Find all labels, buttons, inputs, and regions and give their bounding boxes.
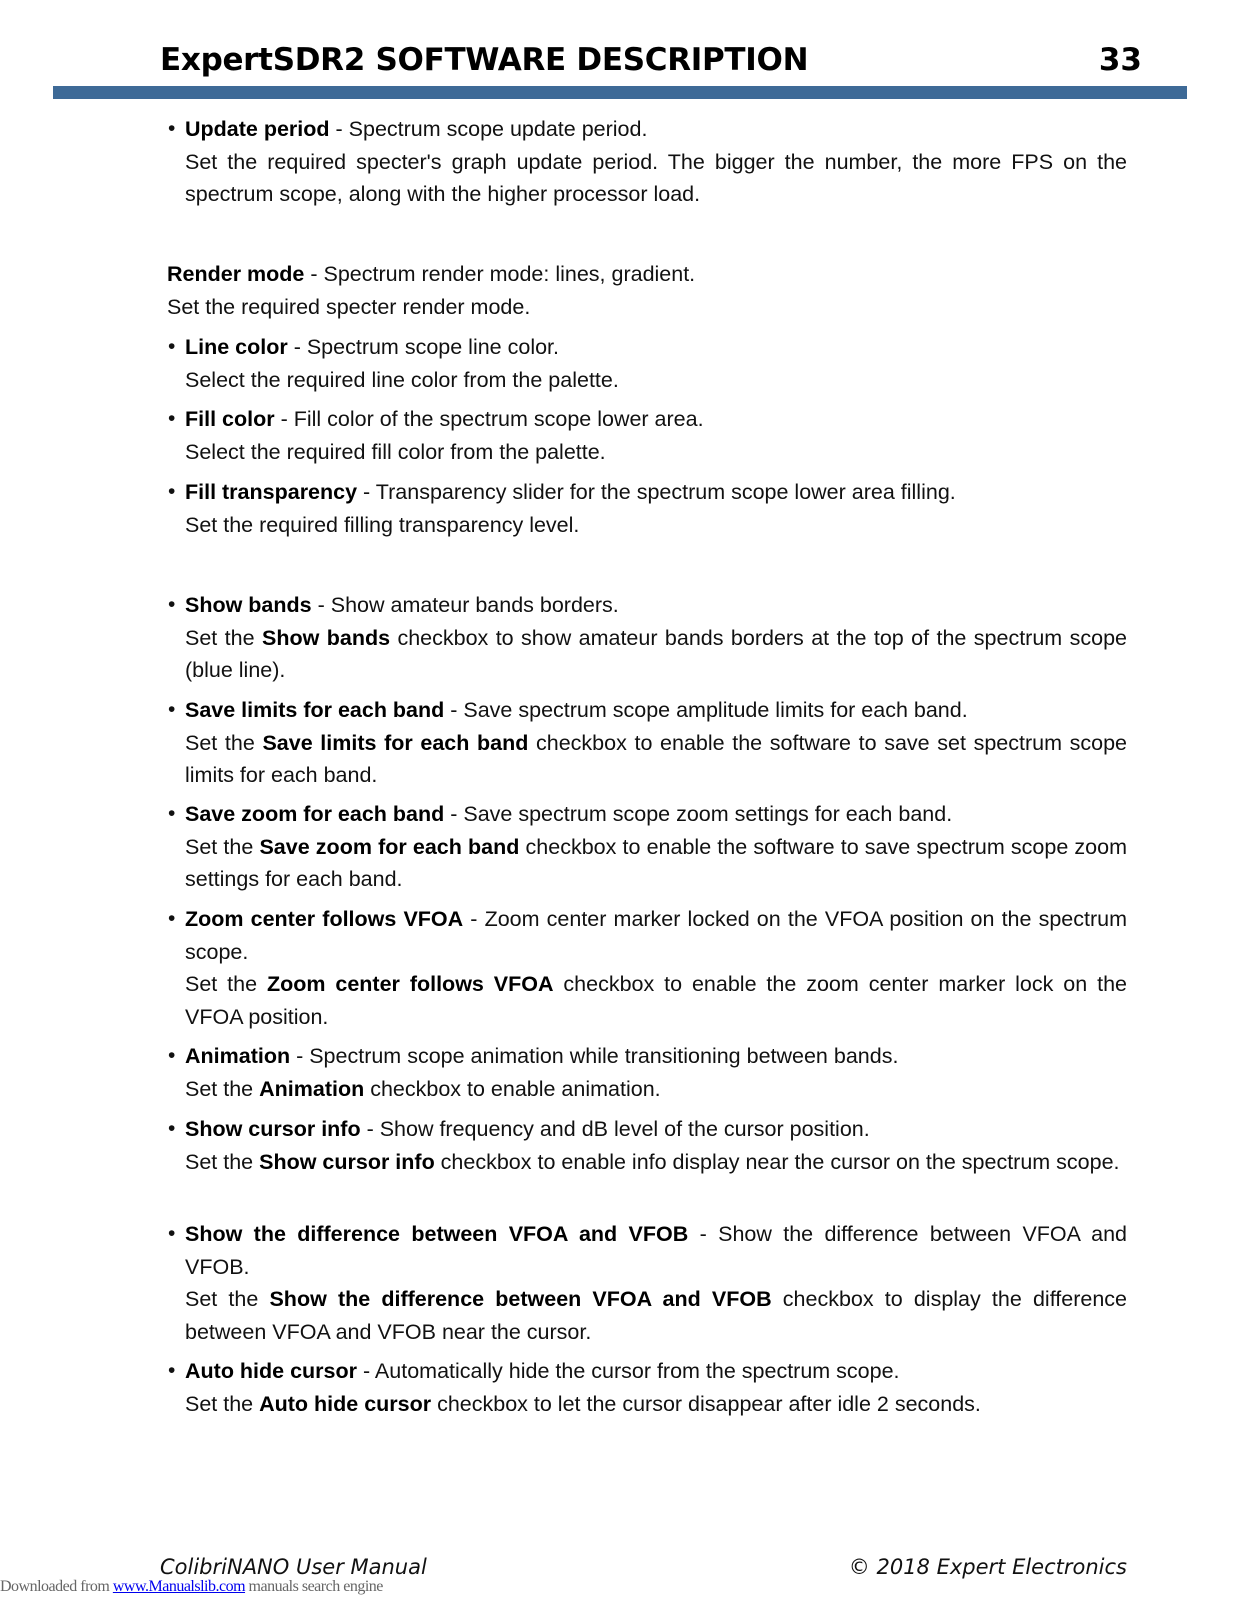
item-desc: - Show the difference between VFOA and VFOB. — [185, 1222, 1127, 1279]
item-detail-term: Save zoom for each band — [259, 834, 520, 859]
item-desc: - Spectrum scope line color. — [287, 335, 559, 359]
item-detail-pre: Set the — [185, 972, 267, 996]
item-detail-pre: Set the — [185, 1076, 260, 1101]
item-detail-term: Show bands — [261, 625, 391, 650]
item-term: Zoom center follows VFOA — [185, 907, 464, 931]
list-item — [168, 476, 1127, 541]
bullet-icon: • — [168, 480, 176, 503]
list-item — [168, 694, 1128, 792]
download-suffix: manuals search engine — [245, 1578, 383, 1595]
item-term: Show the difference between VFOA and VFOB — [185, 1222, 689, 1246]
item-detail-pre: Set the — [185, 730, 263, 755]
list-item — [168, 589, 1127, 687]
item-term: Auto hide cursor — [185, 1359, 358, 1383]
item-detail-pre: Set the — [185, 625, 262, 650]
item-detail: Set the required specter's graph update period. The bigger the number, the more FPS on the spectrum scope, along with the higher processor load. — [185, 149, 1127, 206]
list-item — [168, 1040, 1127, 1105]
item-desc: - Show amateur bands borders. — [311, 593, 619, 617]
item-desc: - Automatically hide the cursor from the spectrum scope. — [357, 1359, 900, 1383]
item-detail-post: checkbox to display the difference between VFOA and VFOB near the cursor. — [185, 1287, 1127, 1344]
item-detail-term: Zoom center follows VFOA — [266, 972, 554, 996]
list-item — [168, 1218, 1127, 1348]
download-notice — [0, 1578, 383, 1596]
page-number: 33 — [1098, 42, 1142, 78]
manualslib-link[interactable]: www.Manualslib.com — [112, 1578, 246, 1595]
item-detail-pre: Set the — [185, 834, 260, 859]
list-item — [168, 903, 1127, 1033]
item-detail-post: checkbox to enable info display near the cursor on the spectrum scope. — [434, 1149, 1120, 1174]
item-detail: Select the required line color from the palette. — [185, 367, 619, 392]
bullet-icon: • — [168, 1222, 176, 1245]
item-desc: - Save spectrum scope zoom settings for each band. — [444, 802, 953, 826]
item-detail-pre: Set the — [185, 1391, 260, 1416]
item-term: Update period — [185, 117, 330, 141]
footer-manual-title: ColibriNANO User Manual — [160, 1555, 427, 1579]
bullet-icon: • — [168, 907, 176, 930]
item-detail-term: Show the difference between VFOA and VFOB — [269, 1287, 772, 1311]
bullet-icon: • — [168, 407, 176, 430]
bullet-icon: • — [168, 117, 176, 140]
item-detail: Set the required filling transparency level. — [185, 512, 580, 537]
list-item — [168, 1113, 1127, 1178]
item-term: Fill color — [185, 407, 275, 431]
list-item — [168, 403, 1127, 468]
item-detail: Select the required fill color from the palette. — [185, 439, 606, 464]
list-item — [167, 258, 1127, 323]
bullet-icon: • — [168, 698, 176, 721]
item-term: Show bands — [185, 593, 312, 617]
item-term: Line color — [185, 335, 288, 359]
bullet-icon: • — [168, 1117, 176, 1140]
bullet-icon: • — [168, 802, 176, 825]
page-header — [160, 38, 1142, 82]
item-term: Fill transparency — [185, 480, 358, 504]
item-term: Save zoom for each band — [185, 802, 445, 826]
footer-copyright: © 2018 Expert Electronics — [848, 1555, 1127, 1579]
item-detail-term: Show cursor info — [259, 1149, 435, 1174]
item-detail-pre: Set the — [185, 1149, 260, 1174]
item-detail: Set the required specter render mode. — [167, 294, 531, 319]
item-detail-post: checkbox to show amateur bands borders at the top of the spectrum scope (blue line). — [185, 625, 1127, 682]
item-term: Render mode — [167, 262, 305, 286]
item-detail-term: Save limits for each band — [262, 730, 529, 755]
bullet-icon: • — [168, 335, 176, 358]
bullet-icon: • — [168, 1359, 176, 1382]
item-detail-post: checkbox to enable the zoom center marker lock on the VFOA position. — [185, 972, 1127, 1029]
list-item — [168, 1355, 1127, 1420]
item-detail-post: checkbox to enable the software to save spectrum scope zoom settings for each band. — [185, 834, 1128, 891]
item-detail-post: checkbox to let the cursor disappear after idle 2 seconds. — [431, 1391, 981, 1416]
item-detail-pre: Set the — [185, 1287, 270, 1311]
item-desc: - Zoom center marker locked on the VFOA position on the spectrum scope. — [185, 907, 1127, 964]
item-desc: - Spectrum render mode: lines, gradient. — [304, 262, 696, 286]
bullet-icon: • — [168, 593, 176, 616]
item-detail-term: Animation — [259, 1076, 365, 1101]
item-detail-post: checkbox to enable the software to save set spectrum scope limits for each band. — [185, 730, 1128, 787]
item-term: Show cursor info — [185, 1117, 361, 1141]
item-desc: - Fill color of the spectrum scope lower area. — [274, 407, 704, 431]
download-prefix: Downloaded from — [0, 1578, 113, 1595]
item-desc: - Transparency slider for the spectrum scope lower area filling. — [357, 480, 956, 504]
item-desc: - Spectrum scope update period. — [329, 117, 648, 141]
list-item — [168, 113, 1127, 211]
list-item — [168, 798, 1128, 896]
list-item — [168, 331, 1127, 396]
bullet-icon: • — [168, 1044, 176, 1067]
item-detail-term: Auto hide cursor — [259, 1391, 432, 1416]
item-detail-post: checkbox to enable animation. — [364, 1076, 661, 1101]
page-title: ExpertSDR2 SOFTWARE DESCRIPTION — [160, 42, 809, 78]
header-divider — [53, 86, 1187, 99]
item-desc: - Save spectrum scope amplitude limits for each band. — [444, 698, 968, 722]
item-desc: - Spectrum scope animation while transitioning between bands. — [290, 1044, 899, 1068]
item-term: Save limits for each band — [185, 698, 445, 722]
item-term: Animation — [185, 1044, 291, 1068]
item-desc: - Show frequency and dB level of the cursor position. — [360, 1117, 870, 1141]
